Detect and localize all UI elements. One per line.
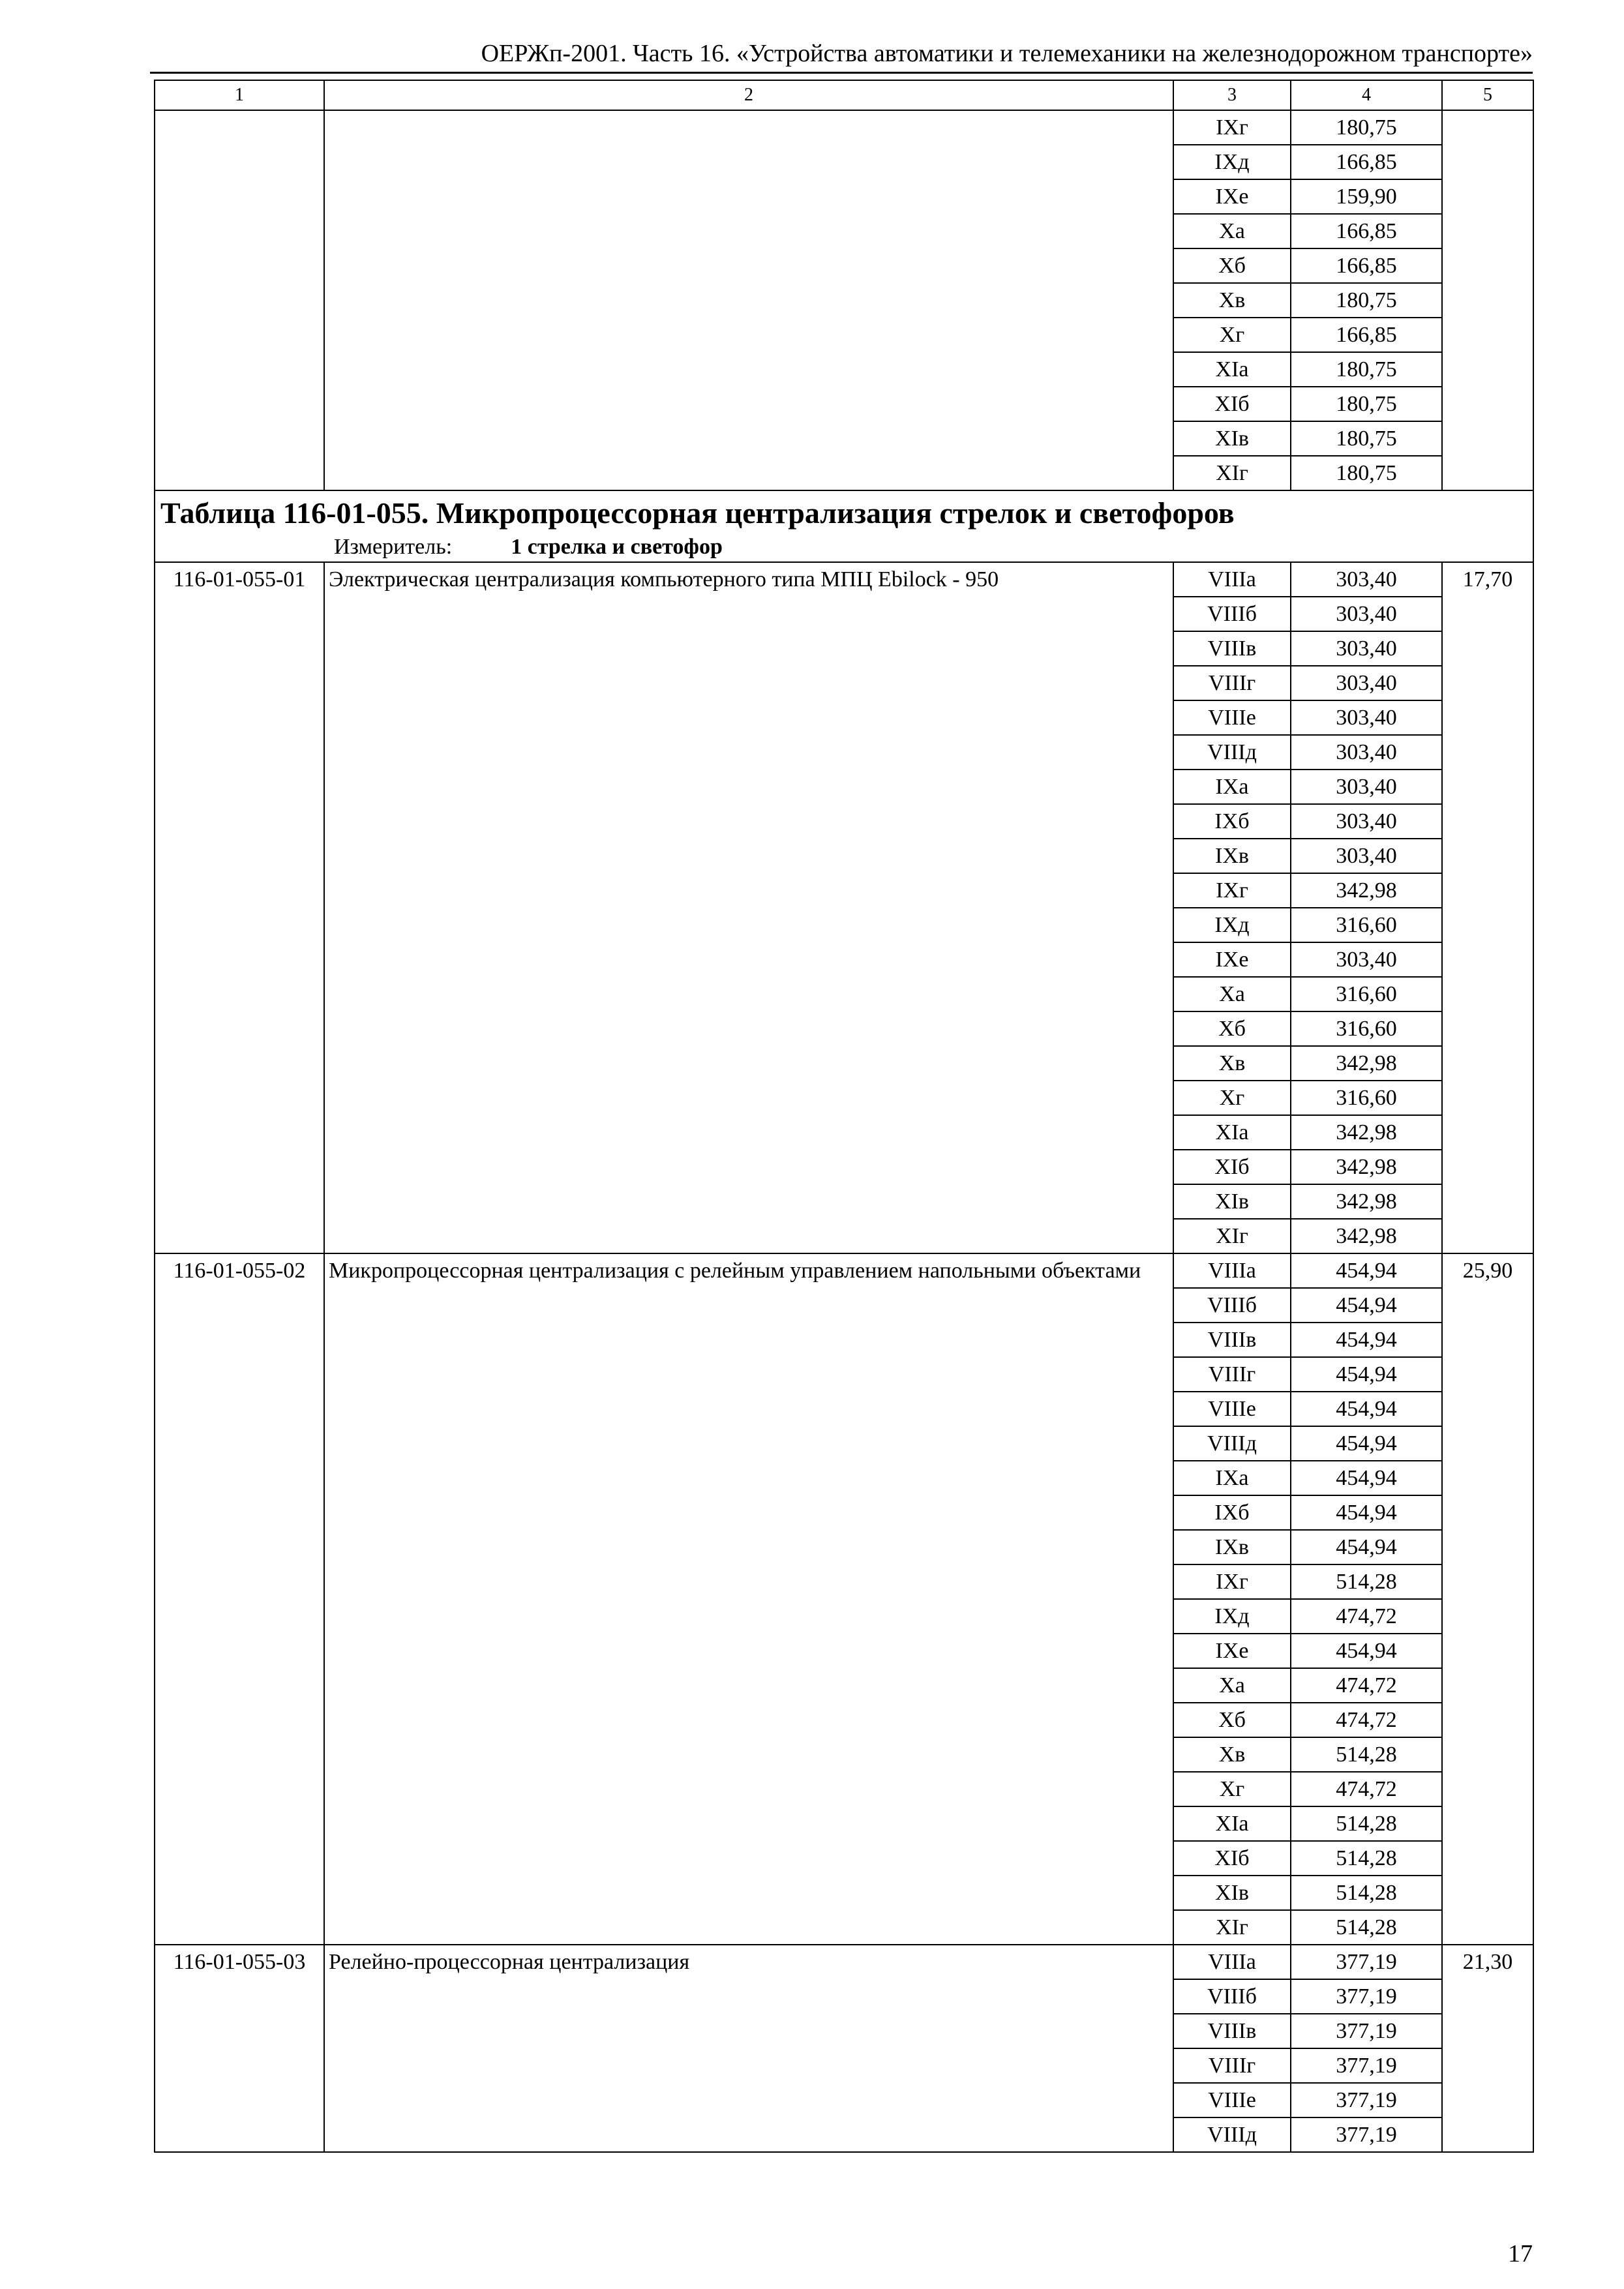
price-cell: 454,94 <box>1291 1426 1442 1461</box>
region-cell: VIIIв <box>1173 2014 1291 2048</box>
region-cell: Xв <box>1173 1737 1291 1772</box>
code-cell: 116-01-055-02 <box>155 1253 324 1945</box>
header-rule <box>150 72 1533 74</box>
region-cell: VIIIд <box>1173 735 1291 770</box>
price-cell: 342,98 <box>1291 873 1442 908</box>
region-cell: IXб <box>1173 1495 1291 1530</box>
region-cell: IXг <box>1173 873 1291 908</box>
region-cell: VIIIе <box>1173 2083 1291 2117</box>
region-cell: Xг <box>1173 1081 1291 1115</box>
price-cell: 180,75 <box>1291 352 1442 387</box>
price-cell: 159,90 <box>1291 179 1442 214</box>
region-cell: IXе <box>1173 179 1291 214</box>
price-cell: 454,94 <box>1291 1323 1442 1357</box>
region-cell: VIIIд <box>1173 1426 1291 1461</box>
price-cell: 474,72 <box>1291 1772 1442 1806</box>
region-cell: Xа <box>1173 1668 1291 1703</box>
price-cell: 180,75 <box>1291 387 1442 421</box>
labor-cell: 21,30 <box>1442 1945 1533 2152</box>
region-cell: Xг <box>1173 1772 1291 1806</box>
price-cell: 454,94 <box>1291 1357 1442 1392</box>
meter-label: Измеритель: <box>334 535 453 559</box>
price-cell: 474,72 <box>1291 1668 1442 1703</box>
price-cell: 303,40 <box>1291 562 1442 597</box>
region-cell: Xа <box>1173 977 1291 1011</box>
price-cell: 180,75 <box>1291 110 1442 145</box>
price-cell: 514,28 <box>1291 1910 1442 1945</box>
region-cell: VIIIб <box>1173 1979 1291 2014</box>
table-body <box>155 110 1533 2152</box>
price-cell: 454,94 <box>1291 1461 1442 1495</box>
name-cell <box>324 110 1173 490</box>
region-cell: XIа <box>1173 1806 1291 1841</box>
region-cell: XIг <box>1173 456 1291 490</box>
section-title: Таблица 116-01-055. Микропроцессорная централизация стрелок и светофоров <box>160 496 1235 530</box>
price-cell: 316,60 <box>1291 977 1442 1011</box>
region-cell: IXг <box>1173 1564 1291 1599</box>
price-cell: 316,60 <box>1291 1011 1442 1046</box>
price-cell: 180,75 <box>1291 421 1442 456</box>
price-cell: 316,60 <box>1291 908 1442 942</box>
price-cell: 377,19 <box>1291 2083 1442 2117</box>
price-cell: 303,40 <box>1291 804 1442 839</box>
region-cell: Xг <box>1173 318 1291 352</box>
labor-cell <box>1442 110 1533 490</box>
region-cell: VIIIб <box>1173 597 1291 631</box>
price-cell: 474,72 <box>1291 1703 1442 1737</box>
region-cell: VIIIг <box>1173 1357 1291 1392</box>
region-cell: IXб <box>1173 804 1291 839</box>
price-cell: 303,40 <box>1291 597 1442 631</box>
section-title-row <box>155 490 1533 562</box>
region-cell: IXд <box>1173 145 1291 179</box>
price-cell: 180,75 <box>1291 283 1442 318</box>
region-cell: XIв <box>1173 421 1291 456</box>
meter-line <box>160 533 1527 561</box>
column-number: 4 <box>1291 80 1442 110</box>
region-cell: VIIIа <box>1173 562 1291 597</box>
table-row <box>155 1253 1533 1288</box>
code-cell: 116-01-055-01 <box>155 562 324 1253</box>
column-number: 5 <box>1442 80 1533 110</box>
region-cell: Xв <box>1173 1046 1291 1081</box>
name-cell: Микропроцессорная централизация с релейным управлением напольными объектами <box>324 1253 1173 1945</box>
region-cell: IXв <box>1173 839 1291 873</box>
region-cell: VIIIб <box>1173 1288 1291 1323</box>
region-cell: XIа <box>1173 1115 1291 1150</box>
price-cell: 454,94 <box>1291 1253 1442 1288</box>
price-cell: 342,98 <box>1291 1115 1442 1150</box>
region-cell: IXд <box>1173 908 1291 942</box>
region-cell: VIIIг <box>1173 666 1291 700</box>
region-cell: XIв <box>1173 1876 1291 1910</box>
region-cell: IXе <box>1173 942 1291 977</box>
column-number-row <box>155 80 1533 110</box>
region-cell: IXд <box>1173 1599 1291 1634</box>
price-cell: 377,19 <box>1291 1945 1442 1979</box>
table-row <box>155 110 1533 145</box>
name-cell: Релейно-процессорная централизация <box>324 1945 1173 2152</box>
labor-cell: 25,90 <box>1442 1253 1533 1945</box>
region-cell: VIIIв <box>1173 631 1291 666</box>
code-cell <box>155 110 324 490</box>
region-cell: VIIIд <box>1173 2117 1291 2152</box>
region-cell: Xб <box>1173 248 1291 283</box>
price-cell: 454,94 <box>1291 1530 1442 1564</box>
price-cell: 454,94 <box>1291 1392 1442 1426</box>
region-cell: VIIIе <box>1173 700 1291 735</box>
price-cell: 377,19 <box>1291 2048 1442 2083</box>
region-cell: Xб <box>1173 1703 1291 1737</box>
region-cell: VIIIа <box>1173 1253 1291 1288</box>
region-cell: IXа <box>1173 1461 1291 1495</box>
price-cell: 303,40 <box>1291 839 1442 873</box>
region-cell: Xа <box>1173 214 1291 248</box>
region-cell: IXв <box>1173 1530 1291 1564</box>
region-cell: VIIIв <box>1173 1323 1291 1357</box>
price-cell: 166,85 <box>1291 145 1442 179</box>
meter-value: 1 стрелка и светофор <box>511 535 723 559</box>
price-cell: 342,98 <box>1291 1046 1442 1081</box>
price-cell: 303,40 <box>1291 770 1442 804</box>
column-number: 3 <box>1173 80 1291 110</box>
price-cell: 454,94 <box>1291 1634 1442 1668</box>
region-cell: XIв <box>1173 1184 1291 1219</box>
price-cell: 514,28 <box>1291 1737 1442 1772</box>
region-cell: VIIIе <box>1173 1392 1291 1426</box>
region-cell: XIб <box>1173 1150 1291 1184</box>
price-cell: 454,94 <box>1291 1288 1442 1323</box>
price-cell: 303,40 <box>1291 700 1442 735</box>
labor-cell: 17,70 <box>1442 562 1533 1253</box>
price-cell: 342,98 <box>1291 1150 1442 1184</box>
column-number: 1 <box>155 80 324 110</box>
price-cell: 514,28 <box>1291 1841 1442 1876</box>
price-cell: 514,28 <box>1291 1564 1442 1599</box>
column-number: 2 <box>324 80 1173 110</box>
price-cell: 514,28 <box>1291 1806 1442 1841</box>
table-row <box>155 562 1533 597</box>
running-header: ОЕРЖп-2001. Часть 16. «Устройства автоматики и телемеханики на железнодорожном транспорте» <box>481 40 1533 67</box>
table-row <box>155 1945 1533 1979</box>
price-cell: 180,75 <box>1291 456 1442 490</box>
region-cell: IXг <box>1173 110 1291 145</box>
price-cell: 474,72 <box>1291 1599 1442 1634</box>
page-number: 17 <box>1508 2240 1533 2267</box>
region-cell: XIб <box>1173 1841 1291 1876</box>
rates-table <box>154 80 1534 2153</box>
price-cell: 514,28 <box>1291 1876 1442 1910</box>
region-cell: Xб <box>1173 1011 1291 1046</box>
code-cell: 116-01-055-03 <box>155 1945 324 2152</box>
price-cell: 377,19 <box>1291 2014 1442 2048</box>
price-cell: 166,85 <box>1291 318 1442 352</box>
region-cell: IXа <box>1173 770 1291 804</box>
price-cell: 166,85 <box>1291 248 1442 283</box>
region-cell: VIIIг <box>1173 2048 1291 2083</box>
region-cell: IXе <box>1173 1634 1291 1668</box>
price-cell: 342,98 <box>1291 1219 1442 1253</box>
price-cell: 377,19 <box>1291 2117 1442 2152</box>
price-cell: 316,60 <box>1291 1081 1442 1115</box>
section-title-cell <box>155 490 1533 562</box>
price-cell: 166,85 <box>1291 214 1442 248</box>
price-cell: 303,40 <box>1291 631 1442 666</box>
price-cell: 454,94 <box>1291 1495 1442 1530</box>
price-cell: 342,98 <box>1291 1184 1442 1219</box>
region-cell: XIг <box>1173 1910 1291 1945</box>
price-cell: 303,40 <box>1291 666 1442 700</box>
region-cell: XIг <box>1173 1219 1291 1253</box>
region-cell: XIа <box>1173 352 1291 387</box>
price-cell: 303,40 <box>1291 942 1442 977</box>
region-cell: VIIIа <box>1173 1945 1291 1979</box>
region-cell: XIб <box>1173 387 1291 421</box>
price-cell: 303,40 <box>1291 735 1442 770</box>
region-cell: Xв <box>1173 283 1291 318</box>
price-cell: 377,19 <box>1291 1979 1442 2014</box>
name-cell: Электрическая централизация компьютерного типа МПЦ Ebilock - 950 <box>324 562 1173 1253</box>
